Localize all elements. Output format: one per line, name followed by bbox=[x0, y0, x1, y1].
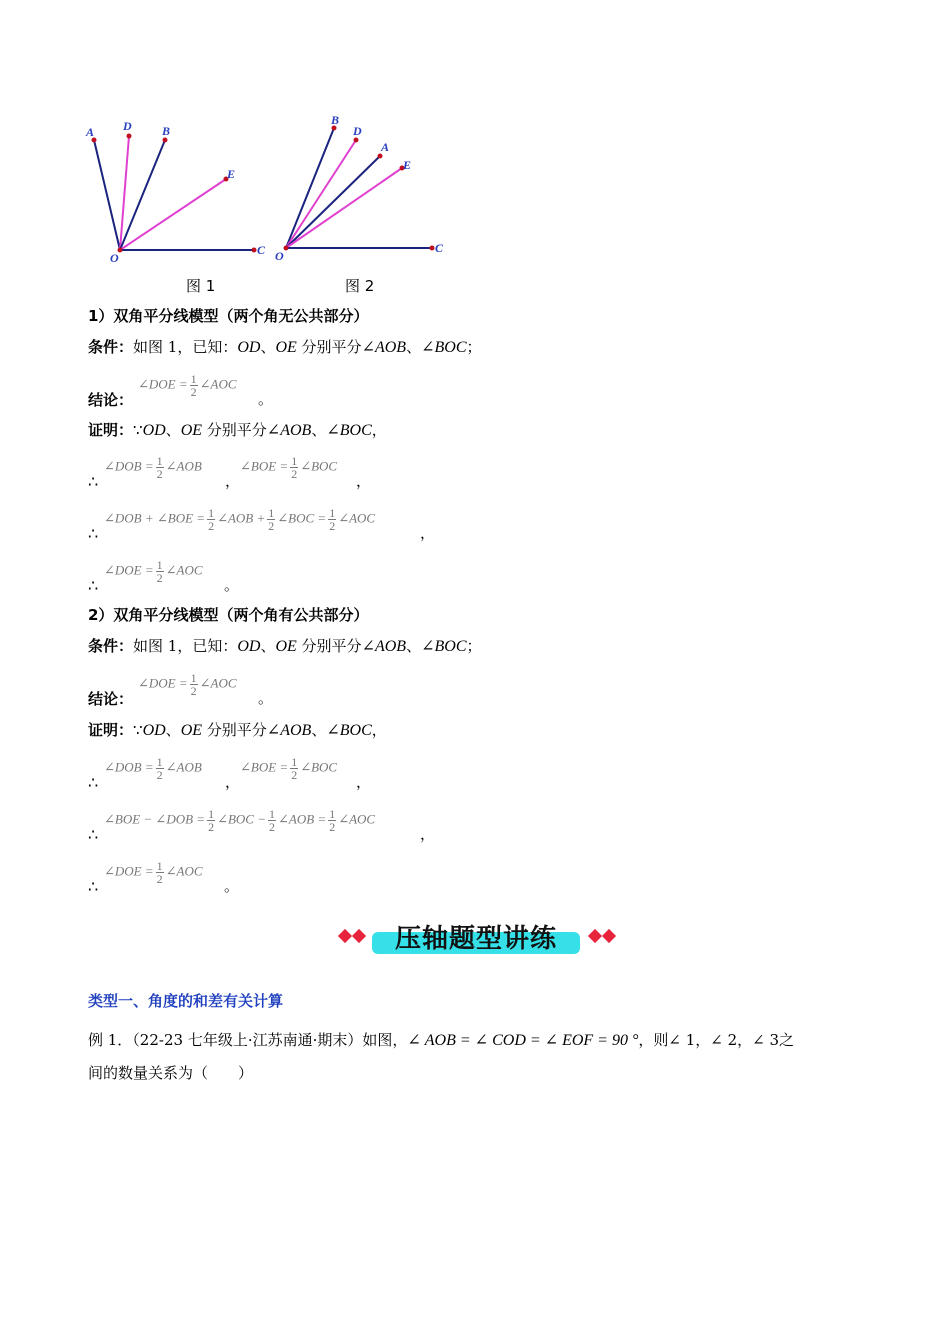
sep: 、 bbox=[165, 721, 181, 739]
od-text: OD bbox=[237, 339, 261, 356]
frac-den: 2 bbox=[329, 519, 336, 533]
ray-oe bbox=[120, 179, 226, 250]
frac-num: 1 bbox=[156, 859, 163, 873]
formula-lhs: ∠DOE = bbox=[104, 562, 154, 578]
proof-label: 证明： bbox=[88, 421, 134, 439]
diamond-icon bbox=[338, 929, 352, 943]
frac-den: 2 bbox=[156, 768, 163, 782]
comma: ， bbox=[420, 524, 436, 542]
formula-rhs: ∠AOC bbox=[338, 811, 376, 827]
frac-num: 1 bbox=[268, 506, 275, 520]
formula-lhs: ∠DOE = bbox=[104, 863, 154, 879]
point-c-2 bbox=[430, 246, 435, 251]
angle-boc: ∠BOC bbox=[326, 722, 372, 739]
period: 。 bbox=[258, 390, 274, 408]
frac-den: 2 bbox=[291, 768, 298, 782]
ray-oa bbox=[94, 140, 120, 250]
model2-step1b bbox=[240, 756, 337, 781]
point-c bbox=[252, 248, 257, 253]
formula-lhs: ∠DOE = bbox=[138, 675, 188, 691]
frac-num: 1 bbox=[291, 454, 298, 468]
formula-rhs: ∠AOC bbox=[199, 675, 237, 691]
frac-den: 2 bbox=[208, 820, 215, 834]
oe-text: OE bbox=[275, 638, 297, 655]
therefore-symbol: ∴ bbox=[88, 877, 99, 896]
ray-od-2 bbox=[286, 140, 356, 248]
example1-line2: 间的数量关系为（ ） bbox=[88, 1064, 254, 1082]
example-suffix: ，则∠ 1，∠ 2，∠ 3之 bbox=[638, 1031, 795, 1049]
banner-title: 压轴题型讲练 bbox=[394, 924, 557, 954]
model1-step1b bbox=[240, 455, 337, 480]
fraction-half bbox=[190, 373, 198, 398]
therefore-symbol: ∴ bbox=[88, 773, 99, 792]
label-a: A bbox=[86, 125, 95, 139]
formula-lhs: ∠BOE − ∠DOB = bbox=[104, 811, 206, 827]
label-e-2: E bbox=[403, 158, 412, 172]
frac-num: 1 bbox=[329, 807, 336, 821]
angle-aob: ∠AOB bbox=[266, 422, 312, 439]
model1-condition bbox=[88, 337, 482, 358]
label-c: C bbox=[257, 243, 266, 257]
proof-label: 证明： bbox=[88, 721, 134, 739]
model1-title: 1）双角平分线模型（两个角无公共部分） bbox=[88, 307, 369, 325]
formula-term: ∠AOB + bbox=[217, 510, 266, 526]
model1-proof bbox=[88, 420, 387, 441]
therefore-symbol: ∴ bbox=[88, 524, 99, 543]
frac-num: 1 bbox=[190, 671, 197, 685]
label-b: B bbox=[162, 124, 171, 138]
model2-step2 bbox=[104, 808, 375, 833]
formula-lhs: ∠DOB = bbox=[104, 759, 154, 775]
period: 。 bbox=[224, 877, 240, 895]
model2-step3 bbox=[104, 860, 203, 885]
fraction-half bbox=[290, 455, 298, 480]
period: 。 bbox=[224, 576, 240, 594]
oe-text: OE bbox=[180, 722, 203, 739]
condition-text: 如图 1，已知： bbox=[133, 338, 238, 356]
formula-rhs: ∠AOC bbox=[165, 863, 203, 879]
model1-step2 bbox=[104, 507, 375, 532]
condition-label: 条件： bbox=[88, 637, 134, 655]
formula-lhs: ∠DOB = bbox=[104, 458, 154, 474]
od-text: OD bbox=[237, 638, 261, 655]
ray-ob-2 bbox=[286, 128, 334, 248]
frac-den: 2 bbox=[268, 519, 275, 533]
formula-lhs: ∠DOB + ∠BOE = bbox=[104, 510, 206, 526]
model2-step1a bbox=[104, 756, 202, 781]
point-d-2 bbox=[354, 138, 359, 143]
semicolon: ； bbox=[466, 637, 482, 655]
comma: ， bbox=[225, 773, 241, 791]
fraction-half bbox=[268, 808, 276, 833]
model2-proof bbox=[88, 720, 387, 741]
sep: 、 bbox=[165, 421, 181, 439]
model1-step3 bbox=[104, 559, 203, 584]
sep: 、 bbox=[311, 421, 327, 439]
point-b bbox=[163, 138, 168, 143]
model1-step1a bbox=[104, 455, 202, 480]
point-o-2 bbox=[284, 246, 289, 251]
formula-rhs: ∠BOC bbox=[300, 458, 338, 474]
angle-aob: ∠AOB bbox=[361, 339, 407, 356]
fraction-half bbox=[207, 808, 215, 833]
sep: 、 bbox=[406, 637, 422, 655]
formula-rhs: ∠AOB bbox=[165, 458, 202, 474]
point-d bbox=[127, 134, 132, 139]
formula-rhs: ∠AOC bbox=[199, 376, 237, 392]
label-o-2: O bbox=[275, 249, 284, 263]
point-a-2 bbox=[378, 154, 383, 159]
frac-num: 1 bbox=[190, 372, 197, 386]
section-banner bbox=[372, 918, 580, 954]
label-a-2: A bbox=[381, 140, 390, 154]
comma: ， bbox=[420, 825, 436, 843]
formula-rhs: ∠AOB bbox=[165, 759, 202, 775]
figure-2 bbox=[275, 113, 444, 263]
sep: 、 bbox=[260, 338, 276, 356]
diamond-icon bbox=[352, 929, 366, 943]
formula-term: ∠BOC − bbox=[217, 811, 266, 827]
frac-num: 1 bbox=[208, 807, 215, 821]
fraction-half bbox=[328, 808, 336, 833]
figure-1 bbox=[85, 119, 266, 265]
angle-boc: ∠BOC bbox=[421, 339, 467, 356]
angle-figures bbox=[80, 112, 460, 272]
fraction-half bbox=[328, 507, 336, 532]
bisect-text: 分别平分 bbox=[296, 338, 362, 356]
model1-conclusion-formula bbox=[138, 373, 237, 398]
section-title: 类型一、角度的和差有关计算 bbox=[88, 992, 284, 1010]
od-text: OD bbox=[142, 722, 166, 739]
example-prefix: 例 1．（22-23 七年级上·江苏南通·期末）如图， bbox=[88, 1031, 408, 1049]
label-d: D bbox=[123, 119, 132, 133]
model2-conclusion-label: 结论： bbox=[88, 690, 134, 708]
label-e: E bbox=[227, 167, 236, 181]
sep: 、 bbox=[311, 721, 327, 739]
frac-den: 2 bbox=[190, 684, 197, 698]
frac-den: 2 bbox=[269, 820, 275, 834]
model1-conclusion-label: 结论： bbox=[88, 391, 134, 409]
ray-oe-2 bbox=[286, 168, 402, 248]
model2-title: 2）双角平分线模型（两个角有公共部分） bbox=[88, 606, 369, 624]
comma: ， bbox=[371, 721, 387, 739]
semicolon: ； bbox=[466, 338, 482, 356]
frac-num: 1 bbox=[156, 755, 163, 769]
label-d-2: D bbox=[353, 124, 362, 138]
because-symbol: ∵ bbox=[133, 721, 143, 739]
frac-num: 1 bbox=[156, 454, 163, 468]
label-c-2: C bbox=[435, 241, 444, 255]
figure-2-caption: 图 2 bbox=[345, 277, 375, 295]
angle-boc: ∠BOC bbox=[421, 638, 467, 655]
sep: 、 bbox=[260, 637, 276, 655]
condition-text: 如图 1，已知： bbox=[133, 637, 238, 655]
bisect-text: 分别平分 bbox=[202, 421, 267, 439]
frac-num: 1 bbox=[291, 755, 298, 769]
figure-1-caption: 图 1 bbox=[186, 277, 216, 295]
angle-aob: ∠AOB bbox=[361, 638, 407, 655]
example-equation: ∠ AOB = ∠ COD = ∠ EOF = 90 ° bbox=[407, 1032, 639, 1049]
therefore-symbol: ∴ bbox=[88, 576, 99, 595]
frac-den: 2 bbox=[190, 385, 197, 399]
therefore-symbol: ∴ bbox=[88, 472, 99, 491]
bisect-text: 分别平分 bbox=[202, 721, 267, 739]
comma: ， bbox=[356, 773, 372, 791]
fraction-half bbox=[156, 455, 164, 480]
angle-aob: ∠AOB bbox=[266, 722, 312, 739]
formula-term: ∠AOB = bbox=[278, 811, 327, 827]
formula-rhs: ∠AOC bbox=[165, 562, 203, 578]
frac-den: 2 bbox=[156, 467, 163, 481]
frac-num: 1 bbox=[156, 558, 163, 572]
example1-line1 bbox=[88, 1030, 794, 1051]
frac-den: 2 bbox=[329, 820, 336, 834]
diamond-icon bbox=[588, 929, 602, 943]
frac-num: 1 bbox=[208, 506, 215, 520]
od-text: OD bbox=[142, 422, 166, 439]
because-symbol: ∵ bbox=[133, 421, 143, 439]
fraction-half bbox=[156, 756, 164, 781]
period: 。 bbox=[258, 689, 274, 707]
oe-text: OE bbox=[180, 422, 203, 439]
model2-conclusion-formula bbox=[138, 672, 237, 697]
condition-label: 条件： bbox=[88, 338, 134, 356]
formula-rhs: ∠BOC bbox=[300, 759, 338, 775]
fraction-half bbox=[207, 507, 215, 532]
frac-den: 2 bbox=[291, 467, 298, 481]
formula-rhs: ∠AOC bbox=[338, 510, 376, 526]
frac-den: 2 bbox=[156, 571, 163, 585]
comma: ， bbox=[225, 472, 241, 490]
model2-condition bbox=[88, 636, 482, 657]
label-b-2: B bbox=[331, 113, 340, 127]
frac-den: 2 bbox=[156, 872, 163, 886]
formula-lhs: ∠BOE = bbox=[240, 458, 289, 474]
formula-lhs: ∠DOE = bbox=[138, 376, 188, 392]
fraction-half bbox=[290, 756, 298, 781]
frac-num: 1 bbox=[269, 807, 275, 821]
formula-term: ∠BOC = bbox=[277, 510, 327, 526]
therefore-symbol: ∴ bbox=[88, 825, 99, 844]
sep: 、 bbox=[406, 338, 422, 356]
comma: ， bbox=[371, 421, 387, 439]
bisect-text: 分别平分 bbox=[296, 637, 362, 655]
frac-den: 2 bbox=[208, 519, 215, 533]
fraction-half bbox=[190, 672, 198, 697]
label-o: O bbox=[110, 251, 119, 265]
ray-oa-2 bbox=[286, 156, 380, 248]
fraction-half bbox=[156, 559, 164, 584]
comma: ， bbox=[356, 472, 372, 490]
oe-text: OE bbox=[275, 339, 297, 356]
diamond-icon bbox=[602, 929, 616, 943]
frac-num: 1 bbox=[329, 506, 336, 520]
angle-boc: ∠BOC bbox=[326, 422, 372, 439]
fraction-half bbox=[156, 860, 164, 885]
formula-lhs: ∠BOE = bbox=[240, 759, 289, 775]
fraction-half bbox=[267, 507, 275, 532]
